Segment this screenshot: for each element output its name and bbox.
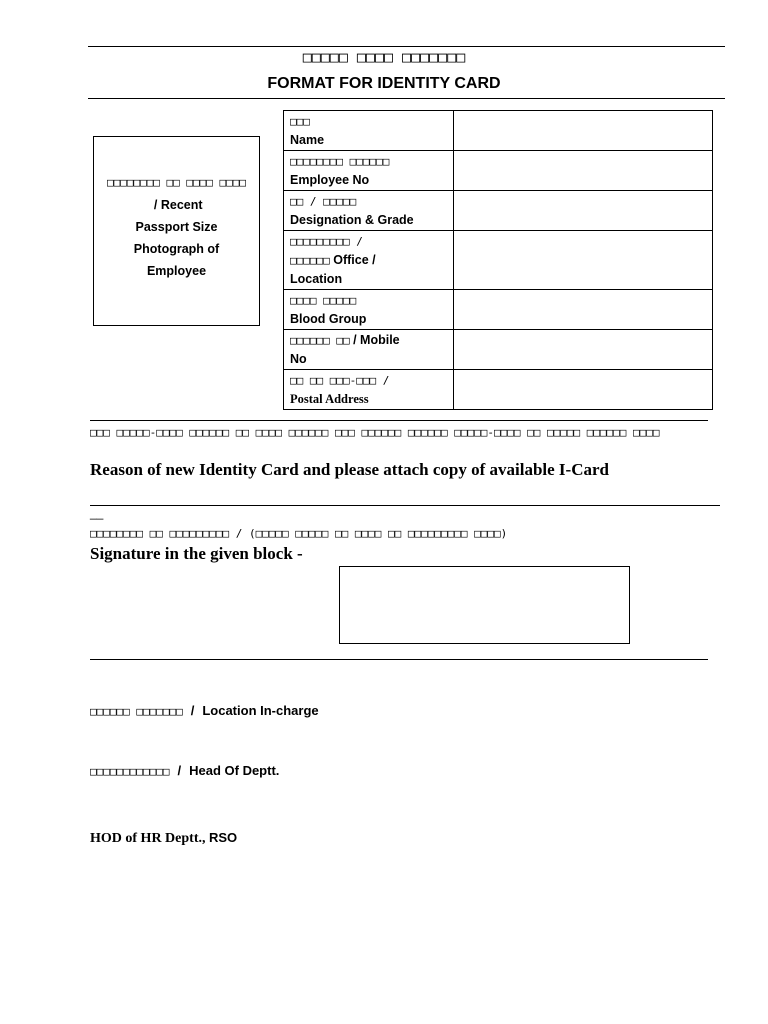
hod-hr-label: [90, 830, 237, 847]
head-of-dept-label: [90, 763, 279, 778]
field-hindi: □□□: [290, 115, 310, 128]
field-label-postal-address: [284, 370, 454, 410]
field-label-office: [284, 231, 454, 290]
role-slash: /: [177, 763, 182, 778]
reason-hindi-text: □□□ □□□□□-□□□□ □□□□□□ □□ □□□□ □□□□□□ □□□ □□□□□□ □□□□□□ □□□□□-□□□□ □□ □□□□□ □□□□□□ □□□□: [90, 426, 660, 439]
field-english: Location: [290, 272, 343, 286]
hod-hr-rso: RSO: [209, 830, 238, 845]
field-label-designation: [284, 191, 454, 231]
field-hindi: □□ □□ □□□-□□□ /: [290, 374, 390, 387]
top-rule: [88, 46, 725, 47]
reason-heading: Reason of new Identity Card and please attach copy of available I-Card: [90, 460, 609, 479]
field-hindi: □□□□ □□□□□: [290, 294, 357, 307]
title-hindi: □□□□□ □□□□ □□□□□□□: [302, 48, 466, 66]
field-english: Office /: [333, 253, 376, 267]
hod-hr-text: HOD of HR Deptt.,: [90, 831, 206, 846]
table-row: [284, 111, 713, 151]
section-divider: [90, 659, 708, 660]
photo-placeholder-box: [93, 136, 260, 326]
table-row: [284, 151, 713, 191]
reason-answer-line[interactable]: [90, 505, 720, 506]
office-value-cell[interactable]: [454, 231, 713, 290]
reason-line-tail: __: [90, 506, 104, 520]
table-row: [284, 290, 713, 330]
photo-english-2: Passport Size: [135, 220, 218, 234]
role-hindi: □□□□□□ □□□□□□□: [90, 705, 183, 718]
field-hindi: □□□□□□□□ □□□□□□: [290, 155, 390, 168]
title-rule: [88, 98, 725, 99]
photo-slash: /: [150, 198, 161, 212]
field-english: Name: [290, 133, 325, 147]
field-english: Employee No: [290, 173, 370, 187]
designation-value-cell[interactable]: [454, 191, 713, 231]
field-hindi: □□□□□□□□□ /: [290, 235, 363, 248]
table-row: [284, 191, 713, 231]
field-english: / Mobile: [353, 333, 400, 347]
photo-english-1: Recent: [160, 198, 203, 212]
field-label-mobile: [284, 330, 454, 370]
postal-address-value-cell[interactable]: [454, 370, 713, 410]
employee-details-table: [283, 110, 713, 410]
section-divider: [90, 420, 708, 421]
field-label-name: [284, 111, 454, 151]
name-value-cell[interactable]: [454, 111, 713, 151]
photo-instructions: [100, 171, 253, 282]
location-incharge-label: [90, 703, 319, 718]
role-slash: /: [190, 703, 195, 718]
field-english: No: [290, 352, 307, 366]
role-hindi: □□□□□□□□□□□□: [90, 765, 170, 778]
table-row: [284, 330, 713, 370]
field-hindi: □□□□□□: [290, 254, 330, 267]
signature-hindi-text: □□□□□□□□ □□ □□□□□□□□□ / (□□□□□ □□□□□ □□ □□□□ □□ □□□□□□□□□ □□□□): [90, 527, 508, 540]
role-english: Location In-charge: [202, 703, 319, 718]
page-title: FORMAT FOR IDENTITY CARD: [267, 75, 501, 92]
signature-box[interactable]: [339, 566, 630, 644]
field-label-blood-group: [284, 290, 454, 330]
employee-no-value-cell[interactable]: [454, 151, 713, 191]
table-row: [284, 370, 713, 410]
field-english: Postal Address: [290, 392, 369, 406]
mobile-value-cell[interactable]: [454, 330, 713, 370]
field-english: Blood Group: [290, 312, 367, 326]
role-english: Head Of Deptt.: [189, 763, 280, 778]
photo-english-3: Photograph of: [133, 242, 220, 256]
field-label-employee-no: [284, 151, 454, 191]
field-hindi: □□□□□□ □□: [290, 334, 350, 347]
field-english: Designation & Grade: [290, 213, 414, 227]
table-row: [284, 231, 713, 290]
field-hindi: □□ / □□□□□: [290, 195, 357, 208]
photo-hindi-text: □□□□□□□□ □□ □□□□ □□□□: [106, 176, 247, 189]
photo-english-4: Employee: [146, 264, 207, 278]
signature-heading: Signature in the given block -: [90, 544, 303, 563]
blood-group-value-cell[interactable]: [454, 290, 713, 330]
